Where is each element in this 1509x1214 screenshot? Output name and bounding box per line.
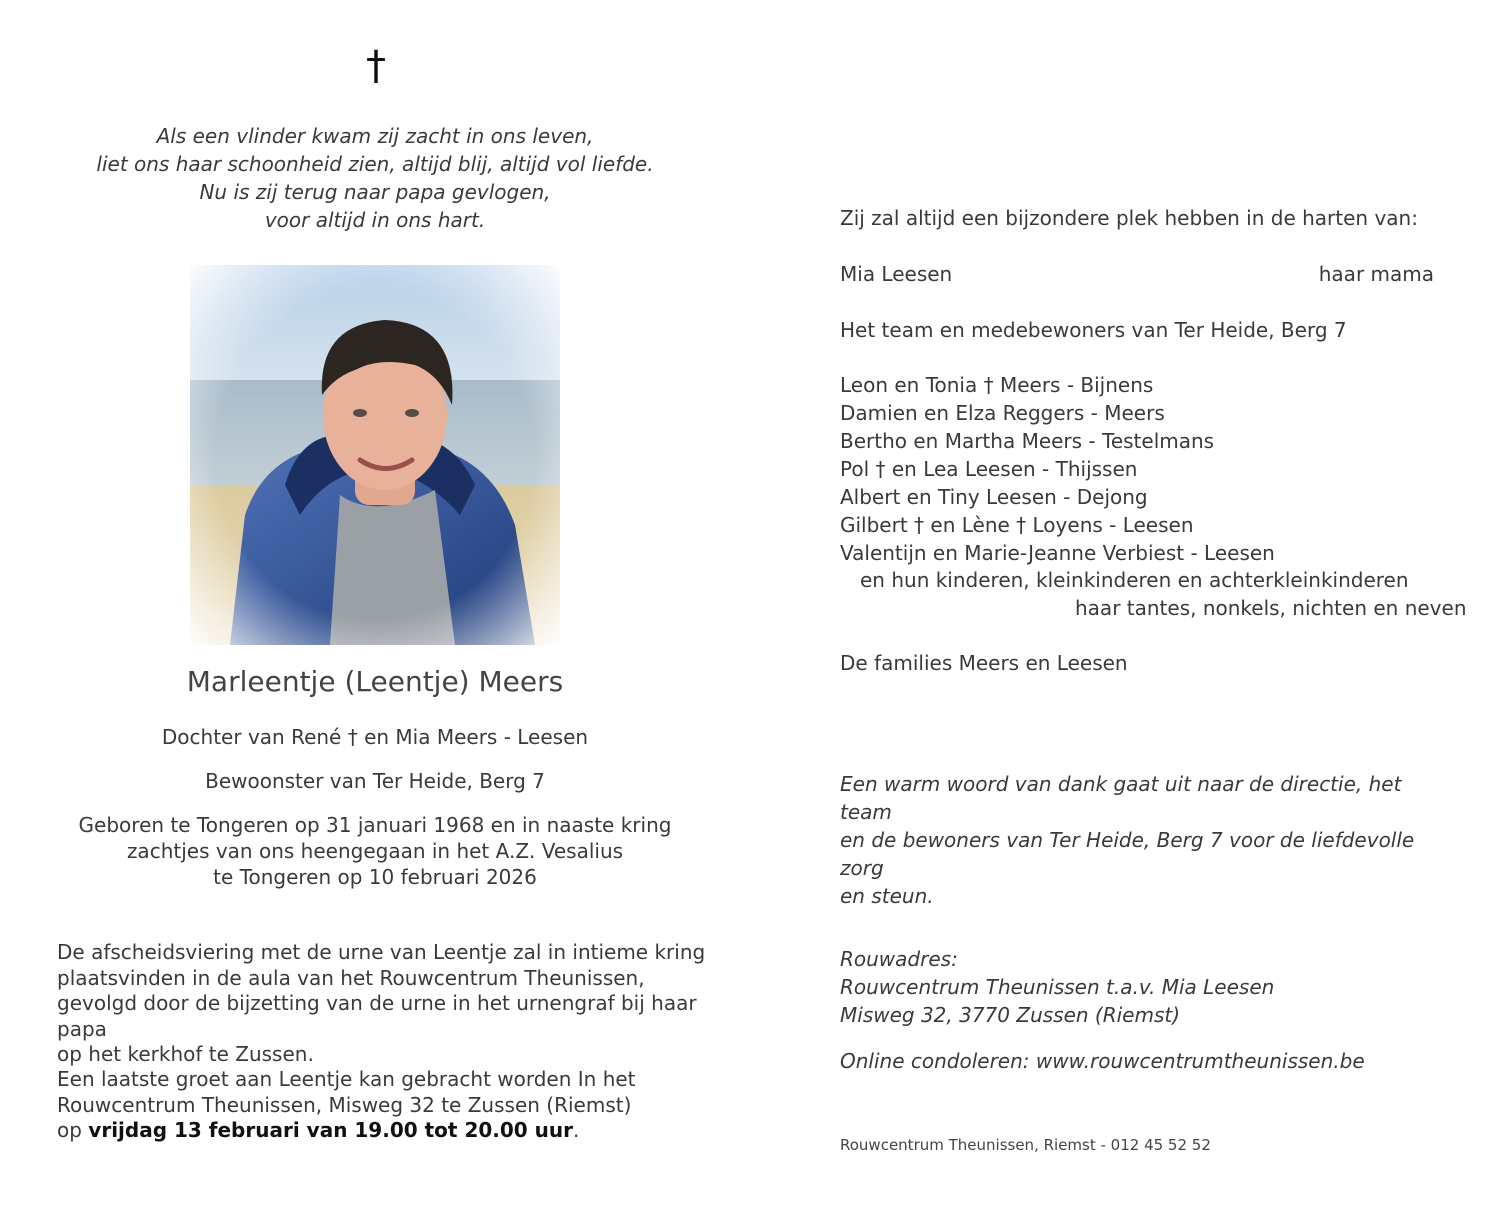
families-line: De families Meers en Leesen (840, 651, 1128, 675)
relative-item: Gilbert † en Lène † Loyens - Leesen (840, 513, 1194, 537)
ceremony-line: gevolgd door de bijzetting van de urne in het urnengraf bij haar papa (57, 991, 697, 1041)
poem-line: Als een vlinder kwam zij zacht in ons leven, (156, 124, 594, 148)
parents-line: Dochter van René † en Mia Meers - Leesen (161, 725, 589, 749)
thanks-line: en steun. (840, 884, 934, 908)
address-heading: Rouwadres: (840, 947, 958, 971)
birth-line: Geboren te Tongeren op 31 januari 1968 en in naaste kring (78, 813, 672, 837)
relative-item: Bertho en Martha Meers - Testelmans (840, 429, 1215, 453)
team-line: Het team en medebewoners van Ter Heide, Berg 7 (840, 318, 1347, 342)
farewell-line: Een laatste groet aan Leentje kan gebracht worden In het (57, 1067, 636, 1091)
farewell-prefix: op (57, 1118, 89, 1142)
relative-item: Leon en Tonia † Meers - Bijnens (840, 373, 1154, 397)
cross-icon: † (366, 43, 386, 89)
farewell-paragraph (57, 1067, 737, 1144)
descendants-line: en hun kinderen, kleinkinderen en achterkleinkinderen (860, 568, 1409, 592)
farewell-line: Rouwcentrum Theunissen, Misweg 32 te Zussen (Riemst) (57, 1092, 632, 1117)
mourning-address (840, 945, 1460, 1029)
thanks-line: Een warm woord van dank gaat uit naar de directie, het team (840, 772, 1402, 824)
birth-death-details (60, 812, 690, 890)
mother-name: Mia Leesen (840, 262, 953, 286)
farewell-suffix: . (573, 1118, 580, 1142)
ceremony-line: De afscheidsviering met de urne van Leentje zal in intieme kring (57, 940, 706, 964)
mother-row (840, 260, 1434, 288)
funeral-home-footer: Rouwcentrum Theunissen, Riemst - 012 45 52 52 (840, 1136, 1211, 1154)
thanks-line: en de bewoners van Ter Heide, Berg 7 voor de liefdevolle zorg (840, 828, 1415, 880)
poem-line: voor altijd in ons hart. (264, 208, 486, 232)
portrait-illustration (190, 265, 560, 645)
relative-item: Albert en Tiny Leesen - Dejong (840, 485, 1148, 509)
online-condolence-link[interactable]: Online condoleren: www.rouwcentrumtheunissen.be (840, 1049, 1365, 1073)
deceased-name: Marleentje (Leentje) Meers (186, 665, 564, 698)
poem (80, 122, 670, 234)
residence-line: Bewoonster van Ter Heide, Berg 7 (205, 769, 545, 793)
ceremony-line: plaatsvinden in de aula van het Rouwcentrum Theunissen, (57, 965, 645, 990)
address-line: Rouwcentrum Theunissen t.a.v. Mia Leesen (840, 975, 1275, 999)
portrait-photo (190, 265, 560, 645)
thanks-paragraph (840, 770, 1440, 910)
ceremony-paragraph (57, 940, 737, 1068)
relative-item: Valentijn en Marie-Jeanne Verbiest - Leesen (840, 541, 1275, 565)
visit-time: vrijdag 13 februari van 19.00 tot 20.00 uur (88, 1118, 574, 1142)
relatives-list (840, 371, 1460, 567)
mother-role: haar mama (1318, 262, 1434, 286)
poem-line: Nu is zij terug naar papa gevlogen, (199, 180, 551, 204)
relative-item: Damien en Elza Reggers - Meers (840, 401, 1165, 425)
poem-line: liet ons haar schoonheid zien, altijd blij, altijd vol liefde. (96, 152, 654, 176)
mourners-intro: Zij zal altijd een bijzondere plek hebben in de harten van: (840, 206, 1418, 230)
address-line: Misweg 32, 3770 Zussen (Riemst) (840, 1003, 1181, 1027)
farewell-line (57, 1118, 737, 1144)
birth-line: te Tongeren op 10 februari 2026 (213, 865, 537, 889)
relative-item: Pol † en Lea Leesen - Thijssen (840, 457, 1138, 481)
extended-family-line: haar tantes, nonkels, nichten en neven (1075, 596, 1467, 620)
birth-line: zachtjes van ons heengegaan in het A.Z. Vesalius (126, 839, 624, 863)
ceremony-line: op het kerkhof te Zussen. (57, 1042, 314, 1066)
